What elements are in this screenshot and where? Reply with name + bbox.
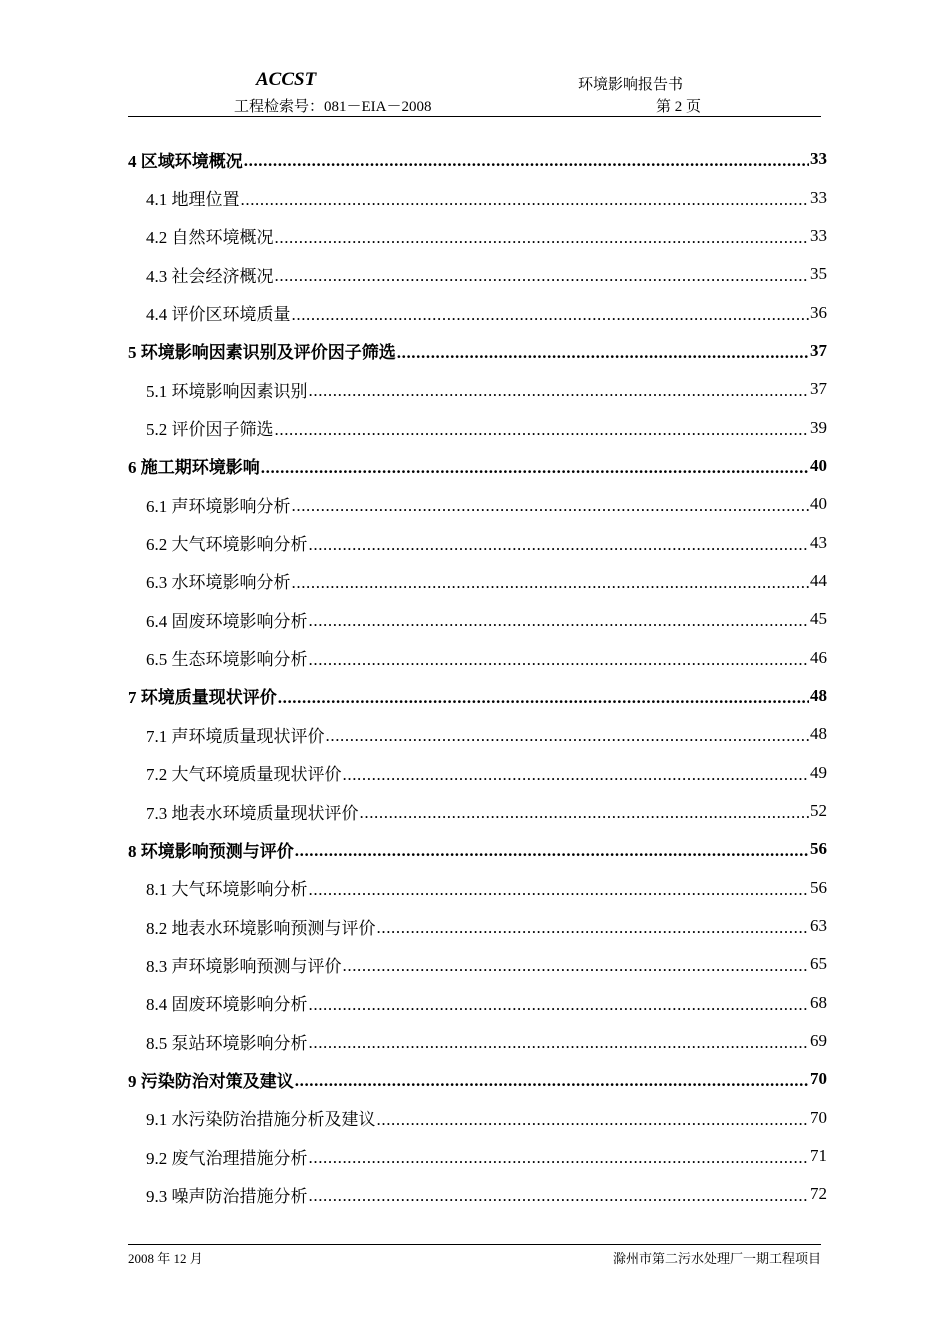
toc-entry-title: 5.1 环境影响因素识别 [146, 381, 308, 401]
toc-chapter-entry[interactable] [128, 830, 827, 868]
page-number: 第 2 页 [656, 99, 702, 115]
toc-entry-page: 33 [810, 187, 827, 207]
toc-entry-title: 7.2 大气环境质量现状评价 [146, 765, 342, 785]
toc-section-entry[interactable] [128, 523, 827, 561]
toc-section-entry[interactable] [128, 408, 827, 446]
toc-entry-title: 4.4 评价区环境质量 [146, 305, 291, 325]
toc-dot-leader [397, 343, 809, 363]
toc-chapter-entry[interactable] [128, 447, 827, 485]
toc-entry-page: 40 [810, 455, 827, 475]
toc-section-entry[interactable] [128, 178, 827, 216]
toc-entry-title: 6.5 生态环境影响分析 [146, 650, 308, 670]
toc-dot-leader [309, 880, 810, 900]
toc-entry-title: 8.4 固废环境影响分析 [146, 995, 308, 1015]
toc-entry-title: 5.2 评价因子筛选 [146, 420, 274, 440]
toc-entry-title: 4 区域环境概况 [128, 151, 243, 171]
toc-entry-page: 48 [810, 685, 827, 705]
toc-dot-leader [275, 420, 810, 440]
toc-entry-page: 39 [810, 417, 827, 437]
toc-entry-page: 48 [810, 724, 827, 744]
toc-entry-page: 35 [810, 264, 827, 284]
toc-entry-page: 65 [810, 954, 827, 974]
toc-section-entry[interactable] [128, 907, 827, 945]
toc-entry-page: 46 [810, 647, 827, 667]
toc-dot-leader [309, 995, 810, 1015]
toc-section-entry[interactable] [128, 869, 827, 907]
toc-section-entry[interactable] [128, 984, 827, 1022]
toc-section-entry[interactable] [128, 1099, 827, 1137]
toc-section-entry[interactable] [128, 1175, 827, 1213]
toc-section-entry[interactable] [128, 1137, 827, 1175]
toc-dot-leader [295, 841, 809, 861]
toc-dot-leader [292, 305, 810, 325]
toc-dot-leader [309, 1148, 810, 1168]
footer-project-name: 滁州市第二污水处理厂一期工程项目 [612, 1251, 821, 1266]
toc-dot-leader [377, 1110, 810, 1130]
toc-entry-title: 9.2 废气治理措施分析 [146, 1148, 308, 1168]
toc-entry-page: 45 [810, 609, 827, 629]
retrieval-code: 工程检索号：081－EIA－2008 [234, 99, 432, 115]
toc-entry-page: 69 [810, 1031, 827, 1051]
toc-entry-title: 7.3 地表水环境质量现状评价 [146, 803, 359, 823]
toc-entry-title: 4.2 自然环境概况 [146, 228, 274, 248]
document-title: 环境影响报告书 [578, 77, 684, 93]
toc-section-entry[interactable] [128, 370, 827, 408]
toc-entry-page: 70 [810, 1069, 827, 1089]
toc-dot-leader [295, 1071, 809, 1091]
toc-section-entry[interactable] [128, 792, 827, 830]
toc-section-entry[interactable] [128, 945, 827, 983]
toc-dot-leader [275, 228, 810, 248]
toc-dot-leader [309, 611, 810, 631]
organization-name: ACCST [256, 69, 317, 90]
toc-dot-leader [241, 190, 810, 210]
toc-entry-page: 33 [810, 149, 827, 169]
toc-entry-title: 5 环境影响因素识别及评价因子筛选 [128, 343, 396, 363]
toc-dot-leader [292, 496, 810, 516]
toc-entry-title: 6 施工期环境影响 [128, 458, 260, 478]
toc-entry-page: 71 [810, 1146, 827, 1166]
toc-section-entry[interactable] [128, 638, 827, 676]
toc-entry-page: 43 [810, 532, 827, 552]
toc-dot-leader [278, 688, 809, 708]
toc-entry-title: 8.2 地表水环境影响预测与评价 [146, 918, 376, 938]
toc-entry-page: 37 [810, 340, 827, 360]
toc-entry-page: 52 [810, 801, 827, 821]
toc-section-entry[interactable] [128, 485, 827, 523]
toc-dot-leader [326, 726, 810, 746]
toc-entry-title: 9.1 水污染防治措施分析及建议 [146, 1110, 376, 1130]
toc-dot-leader [309, 381, 810, 401]
toc-entry-page: 68 [810, 992, 827, 1012]
footer-date: 2008 年 12 月 [128, 1251, 203, 1266]
toc-dot-leader [309, 1186, 810, 1206]
toc-entry-title: 6.3 水环境影响分析 [146, 573, 291, 593]
toc-section-entry[interactable] [128, 217, 827, 255]
toc-section-entry[interactable] [128, 255, 827, 293]
toc-entry-page: 44 [810, 570, 827, 590]
toc-chapter-entry[interactable] [128, 140, 827, 178]
toc-entry-page: 70 [810, 1107, 827, 1127]
toc-section-entry[interactable] [128, 754, 827, 792]
toc-dot-leader [309, 650, 810, 670]
toc-section-entry[interactable] [128, 1022, 827, 1060]
toc-dot-leader [360, 803, 810, 823]
toc-dot-leader [309, 1033, 810, 1053]
toc-dot-leader [292, 573, 810, 593]
toc-entry-title: 6.2 大气环境影响分析 [146, 535, 308, 555]
toc-section-entry[interactable] [128, 600, 827, 638]
toc-entry-title: 8.5 泵站环境影响分析 [146, 1033, 308, 1053]
toc-entry-page: 56 [810, 839, 827, 859]
toc-entry-title: 8.3 声环境影响预测与评价 [146, 956, 342, 976]
toc-entry-page: 33 [810, 225, 827, 245]
toc-chapter-entry[interactable] [128, 332, 827, 370]
toc-dot-leader [261, 458, 809, 478]
toc-entry-page: 63 [810, 916, 827, 936]
toc-chapter-entry[interactable] [128, 1060, 827, 1098]
page-header [128, 66, 821, 117]
toc-dot-leader [244, 151, 809, 171]
toc-entry-title: 7 环境质量现状评价 [128, 688, 277, 708]
toc-entry-title: 8.1 大气环境影响分析 [146, 880, 308, 900]
toc-entry-title: 4.3 社会经济概况 [146, 266, 274, 286]
toc-entry-page: 72 [810, 1184, 827, 1204]
toc-dot-leader [275, 266, 810, 286]
page-footer [128, 1244, 821, 1275]
toc-entry-title: 4.1 地理位置 [146, 190, 240, 210]
table-of-contents [128, 140, 827, 1214]
toc-entry-page: 40 [810, 494, 827, 514]
toc-entry-title: 6.1 声环境影响分析 [146, 496, 291, 516]
toc-entry-title: 6.4 固废环境影响分析 [146, 611, 308, 631]
toc-dot-leader [377, 918, 810, 938]
toc-entry-title: 8 环境影响预测与评价 [128, 841, 294, 861]
toc-entry-title: 9.3 噪声防治措施分析 [146, 1186, 308, 1206]
toc-chapter-entry[interactable] [128, 677, 827, 715]
toc-section-entry[interactable] [128, 715, 827, 753]
toc-dot-leader [343, 956, 810, 976]
toc-entry-title: 9 污染防治对策及建议 [128, 1071, 294, 1091]
toc-dot-leader [343, 765, 810, 785]
toc-dot-leader [309, 535, 810, 555]
toc-entry-title: 7.1 声环境质量现状评价 [146, 726, 325, 746]
toc-section-entry[interactable] [128, 293, 827, 331]
toc-entry-page: 56 [810, 877, 827, 897]
toc-entry-page: 37 [810, 379, 827, 399]
toc-section-entry[interactable] [128, 562, 827, 600]
toc-entry-page: 36 [810, 302, 827, 322]
toc-entry-page: 49 [810, 762, 827, 782]
